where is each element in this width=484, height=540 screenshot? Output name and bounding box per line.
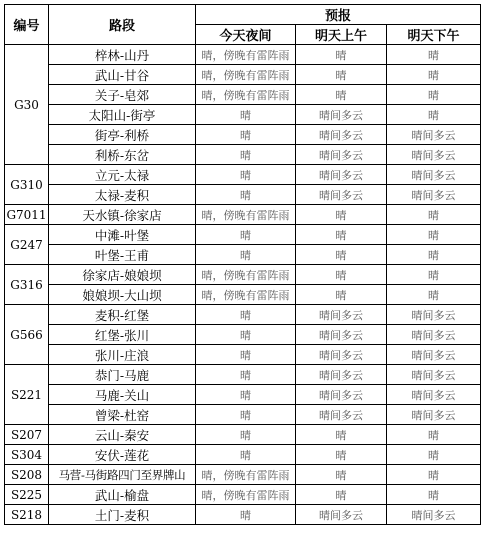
weather-tomorrow-morning-cell: 晴间多云 bbox=[296, 365, 387, 385]
route-segment-cell: 徐家店-娘娘坝 bbox=[49, 265, 196, 285]
weather-tomorrow-morning-cell: 晴间多云 bbox=[296, 185, 387, 205]
weather-tomorrow-afternoon-cell: 晴间多云 bbox=[387, 165, 481, 185]
weather-tomorrow-morning-cell: 晴间多云 bbox=[296, 305, 387, 325]
table-row bbox=[5, 205, 481, 225]
weather-tonight-cell: 晴，傍晚有雷阵雨 bbox=[196, 485, 296, 505]
route-segment-cell: 关子-皂郊 bbox=[49, 85, 196, 105]
weather-tomorrow-morning-cell: 晴 bbox=[296, 65, 387, 85]
weather-tomorrow-afternoon-cell: 晴间多云 bbox=[387, 365, 481, 385]
road-code-cell: G247 bbox=[5, 225, 49, 265]
table-row bbox=[5, 345, 481, 365]
weather-tomorrow-afternoon-cell: 晴 bbox=[387, 245, 481, 265]
table-row bbox=[5, 305, 481, 325]
weather-tomorrow-morning-cell: 晴间多云 bbox=[296, 105, 387, 125]
weather-tonight-cell: 晴 bbox=[196, 225, 296, 245]
road-code-cell: S218 bbox=[5, 505, 49, 525]
weather-tomorrow-afternoon-cell: 晴 bbox=[387, 465, 481, 485]
table-row bbox=[5, 325, 481, 345]
header-period-tomorrow-afternoon: 明天下午 bbox=[387, 25, 481, 45]
route-segment-cell: 红堡-张川 bbox=[49, 325, 196, 345]
weather-tomorrow-afternoon-cell: 晴 bbox=[387, 45, 481, 65]
weather-tomorrow-afternoon-cell: 晴间多云 bbox=[387, 405, 481, 425]
road-code-cell: S225 bbox=[5, 485, 49, 505]
weather-tonight-cell: 晴 bbox=[196, 365, 296, 385]
weather-tomorrow-afternoon-cell: 晴 bbox=[387, 285, 481, 305]
weather-tomorrow-morning-cell: 晴间多云 bbox=[296, 505, 387, 525]
weather-tomorrow-morning-cell: 晴 bbox=[296, 85, 387, 105]
route-segment-cell: 太禄-麦积 bbox=[49, 185, 196, 205]
weather-tomorrow-morning-cell: 晴间多云 bbox=[296, 325, 387, 345]
weather-tonight-cell: 晴 bbox=[196, 505, 296, 525]
route-segment-cell: 娘娘坝-大山坝 bbox=[49, 285, 196, 305]
weather-tomorrow-morning-cell: 晴 bbox=[296, 205, 387, 225]
table-body bbox=[5, 45, 481, 525]
weather-tomorrow-morning-cell: 晴 bbox=[296, 265, 387, 285]
weather-tonight-cell: 晴 bbox=[196, 405, 296, 425]
table-row bbox=[5, 505, 481, 525]
route-segment-cell: 武山-榆盘 bbox=[49, 485, 196, 505]
road-code-cell: G566 bbox=[5, 305, 49, 365]
road-code-cell: G310 bbox=[5, 165, 49, 205]
road-code-cell: G30 bbox=[5, 45, 49, 165]
weather-tomorrow-afternoon-cell: 晴间多云 bbox=[387, 325, 481, 345]
header-period-tomorrow-morning: 明天上午 bbox=[296, 25, 387, 45]
route-segment-cell: 马鹿-关山 bbox=[49, 385, 196, 405]
table-row bbox=[5, 145, 481, 165]
table-header bbox=[5, 5, 481, 45]
weather-tonight-cell: 晴 bbox=[196, 445, 296, 465]
weather-tomorrow-morning-cell: 晴间多云 bbox=[296, 125, 387, 145]
road-code-cell: S304 bbox=[5, 445, 49, 465]
weather-tomorrow-afternoon-cell: 晴间多云 bbox=[387, 125, 481, 145]
table-row bbox=[5, 485, 481, 505]
weather-tomorrow-morning-cell: 晴间多云 bbox=[296, 405, 387, 425]
table-row bbox=[5, 165, 481, 185]
weather-tomorrow-morning-cell: 晴 bbox=[296, 225, 387, 245]
weather-tomorrow-morning-cell: 晴间多云 bbox=[296, 165, 387, 185]
header-row-top bbox=[5, 5, 481, 25]
weather-tomorrow-afternoon-cell: 晴 bbox=[387, 105, 481, 125]
weather-tomorrow-afternoon-cell: 晴 bbox=[387, 85, 481, 105]
weather-tonight-cell: 晴 bbox=[196, 425, 296, 445]
weather-tonight-cell: 晴 bbox=[196, 145, 296, 165]
weather-tonight-cell: 晴 bbox=[196, 165, 296, 185]
road-code-cell: G316 bbox=[5, 265, 49, 305]
weather-tomorrow-afternoon-cell: 晴 bbox=[387, 225, 481, 245]
weather-tomorrow-morning-cell: 晴 bbox=[296, 465, 387, 485]
weather-tomorrow-afternoon-cell: 晴 bbox=[387, 205, 481, 225]
route-segment-cell: 麦积-红堡 bbox=[49, 305, 196, 325]
weather-tomorrow-afternoon-cell: 晴 bbox=[387, 65, 481, 85]
weather-tomorrow-afternoon-cell: 晴 bbox=[387, 445, 481, 465]
road-weather-forecast-table bbox=[4, 4, 481, 525]
route-segment-cell: 云山-秦安 bbox=[49, 425, 196, 445]
table-row bbox=[5, 405, 481, 425]
route-segment-cell: 张川-庄浪 bbox=[49, 345, 196, 365]
table-row bbox=[5, 385, 481, 405]
table-row bbox=[5, 365, 481, 385]
weather-tomorrow-afternoon-cell: 晴间多云 bbox=[387, 385, 481, 405]
weather-tonight-cell: 晴 bbox=[196, 245, 296, 265]
table-row bbox=[5, 245, 481, 265]
weather-tonight-cell: 晴，傍晚有雷阵雨 bbox=[196, 285, 296, 305]
weather-tomorrow-morning-cell: 晴 bbox=[296, 45, 387, 65]
weather-tomorrow-morning-cell: 晴 bbox=[296, 245, 387, 265]
table-row bbox=[5, 125, 481, 145]
table-row bbox=[5, 185, 481, 205]
weather-tomorrow-morning-cell: 晴间多云 bbox=[296, 345, 387, 365]
weather-tonight-cell: 晴 bbox=[196, 325, 296, 345]
route-segment-cell: 曾梁-杜窑 bbox=[49, 405, 196, 425]
table-row bbox=[5, 45, 481, 65]
table-row bbox=[5, 85, 481, 105]
weather-tonight-cell: 晴，傍晚有雷阵雨 bbox=[196, 65, 296, 85]
table-row bbox=[5, 285, 481, 305]
road-code-cell: S208 bbox=[5, 465, 49, 485]
route-segment-cell: 梓林-山丹 bbox=[49, 45, 196, 65]
weather-tomorrow-morning-cell: 晴 bbox=[296, 445, 387, 465]
header-code: 编号 bbox=[5, 5, 49, 45]
route-segment-cell: 天水镇-徐家店 bbox=[49, 205, 196, 225]
route-segment-cell: 马营-马街路四门至界牌山 bbox=[49, 465, 196, 485]
route-segment-cell: 立元-太禄 bbox=[49, 165, 196, 185]
table-row bbox=[5, 445, 481, 465]
weather-tomorrow-afternoon-cell: 晴间多云 bbox=[387, 345, 481, 365]
weather-tomorrow-afternoon-cell: 晴间多云 bbox=[387, 185, 481, 205]
weather-tomorrow-afternoon-cell: 晴间多云 bbox=[387, 145, 481, 165]
table-row bbox=[5, 105, 481, 125]
header-period-tonight: 今天夜间 bbox=[196, 25, 296, 45]
weather-tonight-cell: 晴 bbox=[196, 345, 296, 365]
weather-tonight-cell: 晴，傍晚有雷阵雨 bbox=[196, 465, 296, 485]
route-segment-cell: 武山-甘谷 bbox=[49, 65, 196, 85]
weather-tonight-cell: 晴 bbox=[196, 385, 296, 405]
weather-tomorrow-morning-cell: 晴 bbox=[296, 425, 387, 445]
route-segment-cell: 恭门-马鹿 bbox=[49, 365, 196, 385]
road-code-cell: S207 bbox=[5, 425, 49, 445]
weather-tomorrow-morning-cell: 晴 bbox=[296, 285, 387, 305]
route-segment-cell: 叶堡-王甫 bbox=[49, 245, 196, 265]
weather-tonight-cell: 晴，傍晚有雷阵雨 bbox=[196, 265, 296, 285]
route-segment-cell: 街亭-利桥 bbox=[49, 125, 196, 145]
weather-tomorrow-afternoon-cell: 晴间多云 bbox=[387, 305, 481, 325]
weather-tomorrow-morning-cell: 晴 bbox=[296, 485, 387, 505]
table-row bbox=[5, 265, 481, 285]
weather-tomorrow-afternoon-cell: 晴间多云 bbox=[387, 505, 481, 525]
table-row bbox=[5, 65, 481, 85]
road-code-cell: S221 bbox=[5, 365, 49, 425]
header-route: 路段 bbox=[49, 5, 196, 45]
route-segment-cell: 土门-麦积 bbox=[49, 505, 196, 525]
weather-tomorrow-afternoon-cell: 晴 bbox=[387, 265, 481, 285]
road-code-cell: G7011 bbox=[5, 205, 49, 225]
weather-tonight-cell: 晴 bbox=[196, 125, 296, 145]
weather-tonight-cell: 晴 bbox=[196, 185, 296, 205]
weather-tonight-cell: 晴 bbox=[196, 105, 296, 125]
weather-tomorrow-morning-cell: 晴间多云 bbox=[296, 385, 387, 405]
route-segment-cell: 太阳山-街亭 bbox=[49, 105, 196, 125]
weather-tonight-cell: 晴，傍晚有雷阵雨 bbox=[196, 205, 296, 225]
weather-tonight-cell: 晴，傍晚有雷阵雨 bbox=[196, 85, 296, 105]
header-forecast: 预报 bbox=[196, 5, 481, 25]
route-segment-cell: 安伏-莲花 bbox=[49, 445, 196, 465]
table-row bbox=[5, 225, 481, 245]
weather-tonight-cell: 晴 bbox=[196, 305, 296, 325]
route-segment-cell: 中滩-叶堡 bbox=[49, 225, 196, 245]
weather-tomorrow-afternoon-cell: 晴 bbox=[387, 425, 481, 445]
route-segment-cell: 利桥-东岔 bbox=[49, 145, 196, 165]
weather-tomorrow-afternoon-cell: 晴 bbox=[387, 485, 481, 505]
table-row bbox=[5, 425, 481, 445]
weather-tonight-cell: 晴，傍晚有雷阵雨 bbox=[196, 45, 296, 65]
weather-tomorrow-morning-cell: 晴间多云 bbox=[296, 145, 387, 165]
table-row bbox=[5, 465, 481, 485]
